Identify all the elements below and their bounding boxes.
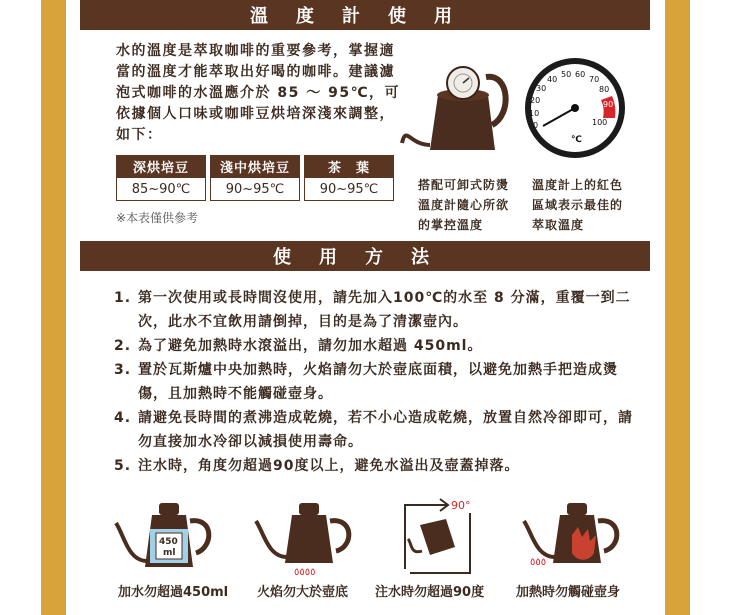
gauge-unit: ℃ (571, 135, 582, 145)
illustration-label-flame: 火焰勿大於壺底 (257, 585, 349, 600)
intro-line: 如下： (116, 127, 163, 143)
gauge-tick: 30 (536, 84, 547, 93)
intro-line: 水的溫度是萃取咖啡的重要參考，掌握適 (116, 43, 395, 59)
angle-label: 90° (451, 499, 471, 512)
intro-line: 依據個人口味或咖啡豆烘培深淺來調整， (116, 106, 395, 122)
svg-text:٥٥٥٥: ٥٥٥٥ (294, 567, 316, 578)
svg-text:450: 450 (159, 537, 178, 547)
caption-detachable-thermometer (418, 175, 528, 235)
step-number: 3. (114, 362, 132, 378)
gauge-tick: 90 (603, 100, 614, 109)
step-text: 置於瓦斯爐中央加熱時，火焰請勿大於壺底面積，以避免加熱手把造成燙傷，且加熱時不能觸碰壺身。 (138, 362, 618, 402)
thermometer-section-title: 溫度計使用 (80, 0, 650, 30)
table-header-row (116, 155, 394, 177)
kettle-fill-limit-icon (116, 503, 209, 567)
illustration-label-fill: 加水勿超過450ml (118, 585, 229, 600)
gauge-tick: 70 (589, 75, 600, 84)
list-item (110, 358, 640, 406)
step-number: 1. (114, 290, 132, 306)
gauge-tick: 60 (575, 70, 586, 79)
svg-text:٥٥٥: ٥٥٥ (530, 557, 547, 568)
illustration-label-angle: 注水時勿超過90度 (375, 585, 485, 600)
svg-text:ml: ml (163, 548, 176, 558)
header-light-medium-roast: 淺中烘培豆 (210, 155, 300, 177)
table-note: ※本表僅供參考 (116, 211, 199, 225)
gauge-tick: 40 (547, 75, 558, 84)
caption-red-zone (532, 175, 642, 235)
gauge-tick: 0 (533, 121, 539, 130)
step-text: 請避免長時間的煮沸造成乾燒，若不小心造成乾燒，放置自然冷卻即可，請勿直接加水冷卻以減損使用壽命。 (138, 410, 633, 450)
intro-line: 當的溫度才能萃取出好喝的咖啡。建議濾 (116, 64, 395, 80)
gauge-tick: 100 (592, 118, 608, 127)
caption-line: 萃取溫度 (532, 218, 585, 232)
kettle-pour-angle-icon (405, 499, 471, 573)
thermometer-gauge-icon (515, 56, 635, 160)
gauge-tick: 50 (561, 70, 572, 79)
step-text: 第一次使用或長時間沒使用，請先加入100℃的水至 8 分滿，重覆一到二次，此水不宜飲用請倒掉，目的是為了清潔壺內。 (138, 290, 631, 330)
intro-paragraph (116, 41, 416, 146)
list-item (110, 286, 640, 334)
value-dark-roast: 85~90℃ (116, 177, 206, 201)
usage-section-title: 使用方法 (80, 241, 650, 271)
step-number: 2. (114, 338, 132, 354)
table-value-row (116, 177, 394, 201)
list-item (110, 406, 640, 454)
value-light-medium-roast: 90~95℃ (210, 177, 300, 201)
list-item (110, 454, 640, 478)
usage-illustrations (0, 495, 733, 580)
list-item (110, 334, 640, 358)
caption-line: 的掌控溫度 (418, 218, 484, 232)
gauge-tick: 10 (529, 109, 540, 118)
kettle-flame-icon (256, 503, 349, 578)
step-number: 4. (114, 410, 132, 426)
usage-steps-list (110, 286, 640, 478)
header-tea: 茶 葉 (304, 155, 394, 177)
kettle-with-thermometer-illustration (400, 55, 520, 165)
gauge-tick: 80 (599, 85, 610, 94)
caption-line: 搭配可卸式防燙 (418, 178, 510, 192)
step-text: 為了避免加熱時水滾溢出，請勿加水超過 450ml。 (138, 338, 483, 354)
kettle-no-touch-icon (524, 503, 617, 568)
intro-line: 泡式咖啡的水溫應介於 85 ～ 95℃，可 (116, 85, 401, 101)
caption-line: 溫度計上的紅色 (532, 178, 624, 192)
caption-line: 溫度計隨心所欲 (418, 198, 510, 212)
step-number: 5. (114, 458, 132, 474)
header-dark-roast: 深烘培豆 (116, 155, 206, 177)
value-tea: 90~95℃ (304, 177, 394, 201)
step-text: 注水時，角度勿超過90度以上，避免水溢出及壺蓋掉落。 (138, 458, 520, 474)
gauge-tick: 20 (530, 96, 541, 105)
roast-temperature-table (112, 155, 398, 201)
caption-line: 區域表示最佳的 (532, 198, 624, 212)
illustration-label-touch: 加熱時勿觸碰壺身 (516, 585, 621, 600)
